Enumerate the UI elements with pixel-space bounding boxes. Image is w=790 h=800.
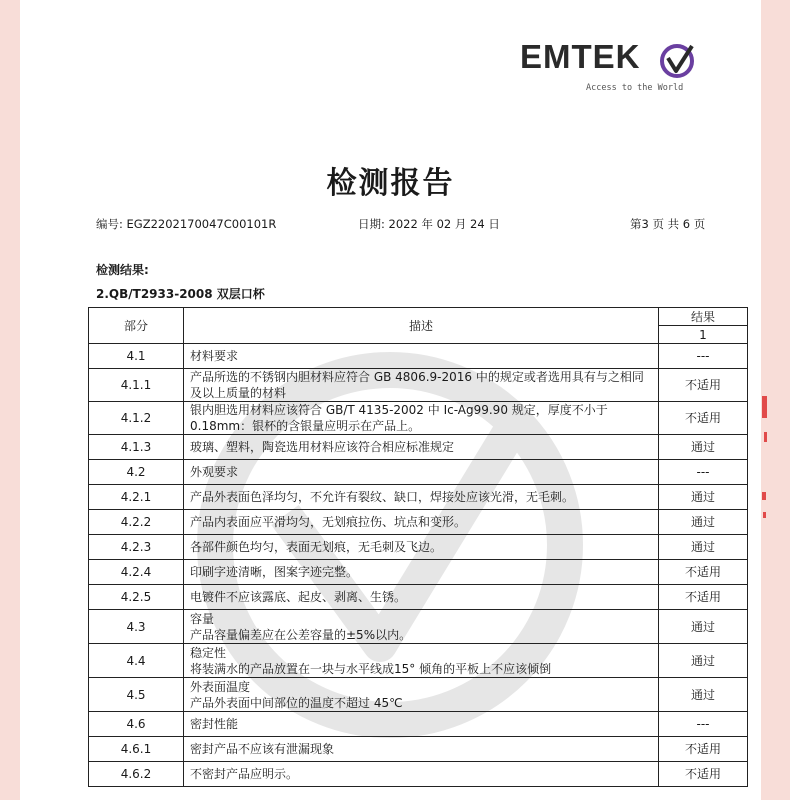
- emtek-logo: [520, 38, 720, 98]
- table-row: [89, 560, 748, 585]
- header-result: 结果: [659, 308, 748, 326]
- row-result: ---: [659, 344, 748, 369]
- row-id: 4.6.2: [89, 762, 184, 787]
- row-result: 不适用: [659, 737, 748, 762]
- report-page: [20, 0, 761, 800]
- row-id: 4.6.1: [89, 737, 184, 762]
- row-description: 容量 产品容量偏差应在公差容量的±5%以内。: [184, 610, 659, 644]
- row-description: 产品所选的不锈钢内胆材料应符合 GB 4806.9-2016 中的规定或者选用具有与之相同及以上质量的材料: [184, 369, 659, 402]
- row-id: 4.1.3: [89, 435, 184, 460]
- table-row: [89, 610, 748, 644]
- table-row: [89, 585, 748, 610]
- row-id: 4.2.5: [89, 585, 184, 610]
- row-description: 外观要求: [184, 460, 659, 485]
- row-description: 密封性能: [184, 712, 659, 737]
- table-row: [89, 644, 748, 678]
- row-description: 产品外表面色泽均匀，不允许有裂纹、缺口，焊接处应该光滑，无毛刺。: [184, 485, 659, 510]
- logo-tagline: Access to the World: [586, 83, 684, 93]
- table-row: [89, 678, 748, 712]
- row-description: 各部件颜色均匀，表面无划痕，无毛刺及飞边。: [184, 535, 659, 560]
- report-number: 编号: EGZ2202170047C00101R: [96, 217, 277, 231]
- page-info: 第3 页 共 6 页: [630, 217, 706, 231]
- table-row: [89, 460, 748, 485]
- table-row: [89, 737, 748, 762]
- row-result: 不适用: [659, 402, 748, 435]
- row-result: 不适用: [659, 369, 748, 402]
- row-result: 通过: [659, 678, 748, 712]
- row-id: 4.1: [89, 344, 184, 369]
- stamp-fragment: [762, 0, 790, 800]
- row-description: 不密封产品应明示。: [184, 762, 659, 787]
- row-description: 印刷字迹清晰，图案字迹完整。: [184, 560, 659, 585]
- row-id: 4.2.1: [89, 485, 184, 510]
- row-result: 通过: [659, 435, 748, 460]
- row-description: 电镀件不应该露底、起皮、剥离、生锈。: [184, 585, 659, 610]
- row-description: 稳定性 将装满水的产品放置在一块与水平线成15° 倾角的平板上不应该倾倒: [184, 644, 659, 678]
- row-id: 4.6: [89, 712, 184, 737]
- row-result: 不适用: [659, 585, 748, 610]
- table-row: [89, 485, 748, 510]
- row-result: ---: [659, 712, 748, 737]
- row-result: 不适用: [659, 560, 748, 585]
- logo-check-icon: [658, 40, 698, 80]
- table-row: [89, 402, 748, 435]
- row-description: 产品内表面应平滑均匀，无划痕拉伤、坑点和变形。: [184, 510, 659, 535]
- row-result: 通过: [659, 485, 748, 510]
- logo-wordmark: EMTEK: [520, 38, 641, 75]
- row-id: 4.3: [89, 610, 184, 644]
- table-row: [89, 344, 748, 369]
- report-date: 日期: 2022 年 02 月 24 日: [358, 217, 500, 231]
- row-result: 通过: [659, 510, 748, 535]
- header-part: 部分: [89, 308, 184, 344]
- report-title: 检测报告: [326, 166, 455, 201]
- row-result: 通过: [659, 644, 748, 678]
- header-description: 描述: [184, 308, 659, 344]
- row-id: 4.1.2: [89, 402, 184, 435]
- row-description: 外表面温度 产品外表面中间部位的温度不超过 45℃: [184, 678, 659, 712]
- row-id: 4.1.1: [89, 369, 184, 402]
- row-id: 4.2.2: [89, 510, 184, 535]
- row-description: 玻璃、塑料，陶瓷选用材料应该符合相应标准规定: [184, 435, 659, 460]
- row-id: 4.4: [89, 644, 184, 678]
- table-row: [89, 535, 748, 560]
- row-result: 通过: [659, 535, 748, 560]
- row-id: 4.5: [89, 678, 184, 712]
- header-result-sample: 1: [659, 326, 748, 344]
- table-row: [89, 712, 748, 737]
- standard-title: 2.QB/T2933-2008 双层口杯: [96, 287, 265, 301]
- table-row: [89, 510, 748, 535]
- row-result: ---: [659, 460, 748, 485]
- row-id: 4.2.4: [89, 560, 184, 585]
- row-id: 4.2: [89, 460, 184, 485]
- table-row: [89, 369, 748, 402]
- row-result: 不适用: [659, 762, 748, 787]
- table-row: [89, 762, 748, 787]
- row-description: 密封产品不应该有泄漏现象: [184, 737, 659, 762]
- table-row: [89, 435, 748, 460]
- results-table: [88, 307, 748, 787]
- row-description: 银内胆选用材料应该符合 GB/T 4135-2002 中 Ic-Ag99.90 规定，厚度不小于0.18mm：银杯的含银量应明示在产品上。: [184, 402, 659, 435]
- row-result: 通过: [659, 610, 748, 644]
- row-id: 4.2.3: [89, 535, 184, 560]
- results-label: 检测结果:: [96, 263, 149, 277]
- row-description: 材料要求: [184, 344, 659, 369]
